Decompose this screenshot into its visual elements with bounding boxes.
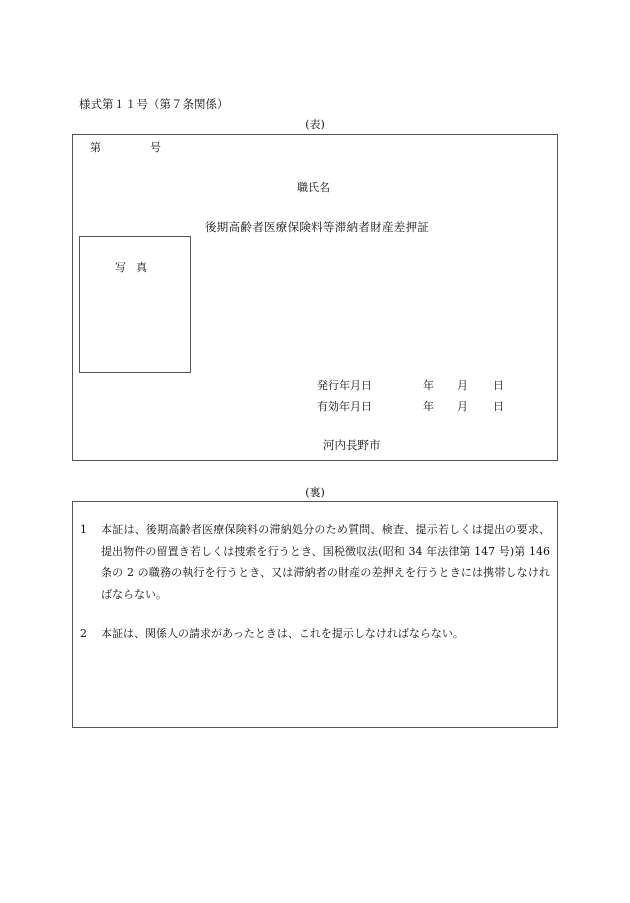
issue-year-unit: 年 — [423, 379, 434, 392]
job-name-label: 職氏名 — [297, 181, 330, 194]
valid-month-unit: 月 — [457, 400, 468, 413]
certificate-title: 後期高齢者医療保険料等滞納者財産差押証 — [205, 220, 430, 234]
valid-date-label: 有効年月日 — [317, 400, 372, 413]
number-prefix: 第 — [90, 141, 101, 154]
valid-year-unit: 年 — [423, 400, 434, 413]
form-number: 様式第１１号（第７条関係） — [79, 97, 229, 111]
photo-label: 写真 — [115, 261, 157, 274]
note-item-number: 2 — [80, 627, 87, 640]
note-item-text: 本証は、後期高齢者医療保険料の滞納処分のため質問、検査、提示若しくは提出の要求、提出物件の留置き若しくは捜索を行うとき、国税徴収法(昭和 34 年法律第 147 号)第 146 条の 2 の職務の執行を行うとき、又は滞納者の財産の差押えを行うときには携帯しなければならない。 — [101, 523, 550, 601]
issue-date-label: 発行年月日 — [317, 379, 372, 392]
note-item — [80, 623, 550, 645]
issuer-name: 河内長野市 — [323, 438, 381, 452]
note-item — [80, 519, 550, 605]
photo-placeholder — [79, 236, 191, 373]
valid-day-unit: 日 — [493, 400, 504, 413]
back-side-label: (裏) — [305, 486, 325, 499]
issue-day-unit: 日 — [493, 379, 504, 392]
front-side-label: (表) — [305, 118, 325, 131]
number-suffix: 号 — [150, 141, 161, 154]
issue-month-unit: 月 — [457, 379, 468, 392]
note-item-number: 1 — [80, 523, 87, 536]
note-item-text: 本証は、関係人の請求があったときは、これを提示しなければならない。 — [101, 627, 464, 640]
